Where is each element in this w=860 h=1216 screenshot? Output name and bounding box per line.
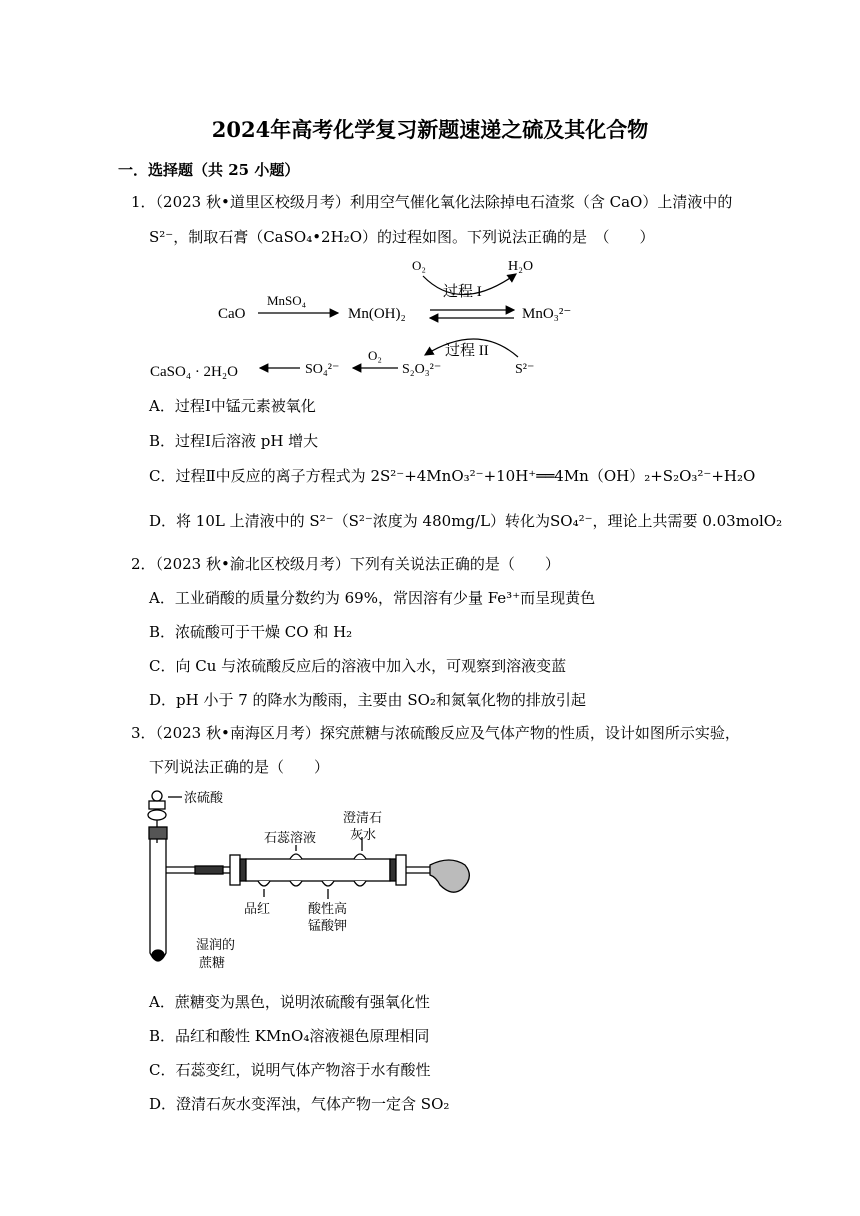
q3-option-c: C．石蕊变红，说明气体产物溶于水有酸性	[149, 1061, 431, 1079]
q3-option-b: B．品红和酸性 KMnO₄溶液褪色原理相同	[149, 1027, 430, 1045]
q1-option-a: A．过程Ⅰ中锰元素被氧化	[149, 397, 316, 415]
q1-stem-line2: S²⁻，制取石膏（CaSO₄•2H₂O）的过程如图。下列说法正确的是 （ ）	[149, 228, 655, 246]
q3-apparatus-diagram	[140, 785, 480, 975]
label-process-2: 过程 II	[445, 343, 489, 359]
label-mnso4: MnSO₄	[267, 293, 307, 308]
label-conc-sulfuric: 浓硫酸	[184, 791, 224, 806]
q1-stem-line1: 1．（2023 秋•道里区校级月考）利用空气催化氧化法除掉电石渣浆（含 CaO）上清液中的	[131, 193, 733, 211]
section-heading: 一．选择题（共 25 小题）	[118, 161, 300, 179]
label-mnoh2: Mn(OH)₂	[348, 306, 406, 322]
label-s2o3: S₂O₃²⁻	[402, 362, 442, 377]
q2-option-a: A．工业硝酸的质量分数约为 69%，常因溶有少量 Fe³⁺而呈现黄色	[149, 589, 596, 607]
q3-stem-line1: 3．（2023 秋•南海区月考）探究蔗糖与浓硫酸反应及气体产物的性质，设计如图所示实验，	[131, 724, 740, 742]
label-so4: SO₄²⁻	[305, 362, 340, 377]
label-h2o: H₂O	[508, 259, 534, 274]
label-o2-top: O₂	[412, 258, 426, 273]
label-o2-bottom: O₂	[368, 348, 382, 363]
q1-process-diagram	[140, 252, 600, 387]
label-s2: S²⁻	[515, 362, 535, 377]
label-process-1: 过程 I	[443, 284, 482, 300]
label-mno3: MnO₃²⁻	[522, 306, 572, 322]
page-title: 2024年高考化学复习新题速递之硫及其化合物	[211, 117, 649, 142]
q1-option-c: C．过程Ⅱ中反应的离子方程式为 2S²⁻+4MnO₃²⁻+10H⁺══4Mn（OH）₂+S₂O₃²⁻+H₂O	[149, 467, 756, 485]
label-sugar-2: 蔗糖	[199, 956, 226, 971]
label-gypsum: CaSO₄ · 2H₂O	[150, 364, 238, 380]
label-kmno4-1: 酸性高	[308, 902, 348, 917]
label-cao: CaO	[218, 306, 246, 322]
q1-option-d: D．将 10L 上清液中的 S²⁻（S²⁻浓度为 480mg/L）转化为SO₄²⁻，理论上共需要 0.03molO₂	[149, 512, 783, 530]
label-kmno4-2: 锰酸钾	[308, 919, 348, 934]
q3-stem-line2: 下列说法正确的是（ ）	[149, 758, 330, 776]
q1-option-b: B．过程Ⅰ后溶液 pH 增大	[149, 432, 319, 450]
label-limewater-1: 澄清石	[343, 811, 383, 826]
q3-option-a: A．蔗糖变为黑色，说明浓硫酸有强氧化性	[149, 993, 430, 1011]
label-litmus: 石蕊溶液	[264, 831, 317, 846]
label-sugar-1: 湿润的	[196, 938, 236, 953]
q2-option-c: C．向 Cu 与浓硫酸反应后的溶液中加入水，可观察到溶液变蓝	[149, 657, 567, 675]
label-limewater-2: 灰水	[350, 828, 377, 843]
q2-option-b: B．浓硫酸可于干燥 CO 和 H₂	[149, 623, 353, 641]
label-pinkred: 品红	[244, 902, 271, 917]
q2-option-d: D．pH 小于 7 的降水为酸雨，主要由 SO₂和氮氧化物的排放引起	[149, 691, 586, 709]
q2-stem: 2．（2023 秋•渝北区校级月考）下列有关说法正确的是（ ）	[131, 555, 560, 573]
q3-option-d: D．澄清石灰水变浑浊，气体产物一定含 SO₂	[149, 1095, 450, 1113]
